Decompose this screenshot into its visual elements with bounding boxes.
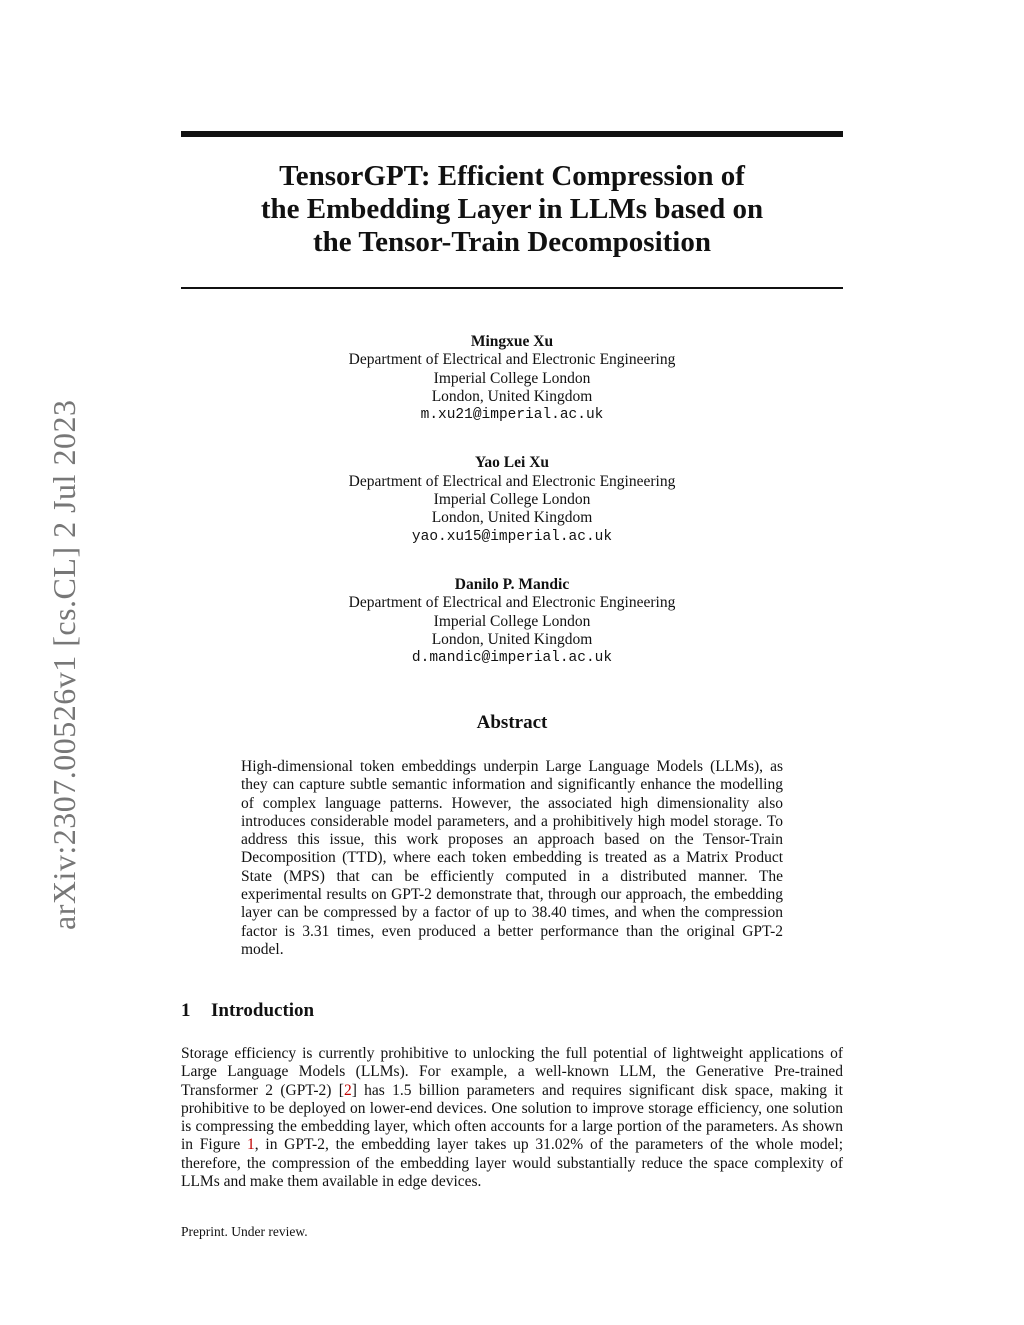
author-2 [181,454,843,545]
abstract-text: High-dimensional token embeddings underpin Large Language Models (LLMs), as they can capture subtle semantic information and significantly enhance the modelling of complex language patterns. However, the associated high dimensionality also introduces considerable model parameters, and a prohibitively high model storage. To address this issue, this work proposes an approach based on the Tensor-Train Decomposition (TTD), where each token embedding is treated as a Matrix Product State (MPS) that can be efficiently computed in a distributed manner. The experimental results on GPT-2 demonstrate that, through our approach, the embedding layer can be compressed by a factor of up to 38.40 times, and when the compression factor is 3.31 times, even produced a better performance than the original GPT-2 model. [241,758,783,958]
author-email[interactable]: d.mandic@imperial.ac.uk [411,650,613,667]
section-heading [181,1000,314,1022]
title-line: TensorGPT: Efficient Compression of [279,160,745,192]
author-email[interactable]: yao.xu15@imperial.ac.uk [411,528,613,545]
author-3 [181,576,843,667]
author-department: Department of Electrical and Electronic Engineering [348,472,676,490]
author-institution: Imperial College London [433,491,591,509]
author-location: London, United Kingdom [431,630,593,648]
author-department: Department of Electrical and Electronic Engineering [348,351,676,369]
author-name: Yao Lei Xu [474,454,550,472]
author-name: Danilo P. Mandic [454,575,570,593]
intro-text: Storage efficiency is currently prohibitive to unlocking the full potential of lightweight applications of Large Language Models (LLMs). For example, a well-known LLM, the Generative Pre-trained Transformer 2 (GPT-2) [ [181,1045,843,1099]
citation-link[interactable]: 2 [343,1081,352,1099]
author-email[interactable]: m.xu21@imperial.ac.uk [420,407,604,424]
section-title: Introduction [211,1000,315,1021]
abstract-heading: Abstract [476,712,548,733]
intro-text: ] has 1.5 billion parameters and requires significant disk space, making it prohibitive to be deployed on lower-end devices. One solution to improve storage efficiency, one solution is compressing the embedding layer, which often accounts for a large portion of the parameters. As shown in Figure [181,1081,843,1154]
footnote: Preprint. Under review. [181,1224,308,1239]
paper-title [181,160,843,259]
author-name: Mingxue Xu [470,333,554,350]
title-line: the Embedding Layer in LLMs based on [260,193,764,225]
title-line: the Tensor-Train Decomposition [313,226,711,258]
figure-link[interactable]: 1 [247,1136,255,1154]
author-location: London, United Kingdom [431,509,593,527]
section-number: 1 [181,1000,191,1021]
title-bottom-rule [181,287,843,289]
author-institution: Imperial College London [433,369,591,387]
intro-text: , in GPT-2, the embedding layer takes up 31.02% of the parameters of the whole model; therefore, the compression of the embedding layer would substantially reduce the space complexity of LLMs and make them available in edge devices. [181,1136,843,1191]
introduction-paragraph [181,1045,843,1191]
author-block [181,333,843,697]
author-1 [181,333,843,424]
author-location: London, United Kingdom [431,387,593,405]
author-institution: Imperial College London [433,612,591,630]
title-top-rule [181,131,843,137]
arxiv-id: arXiv:2307.00526v1 [cs.CL] 2 Jul 2023 [46,399,82,930]
arxiv-watermark [16,370,82,930]
author-department: Department of Electrical and Electronic Engineering [348,594,676,612]
